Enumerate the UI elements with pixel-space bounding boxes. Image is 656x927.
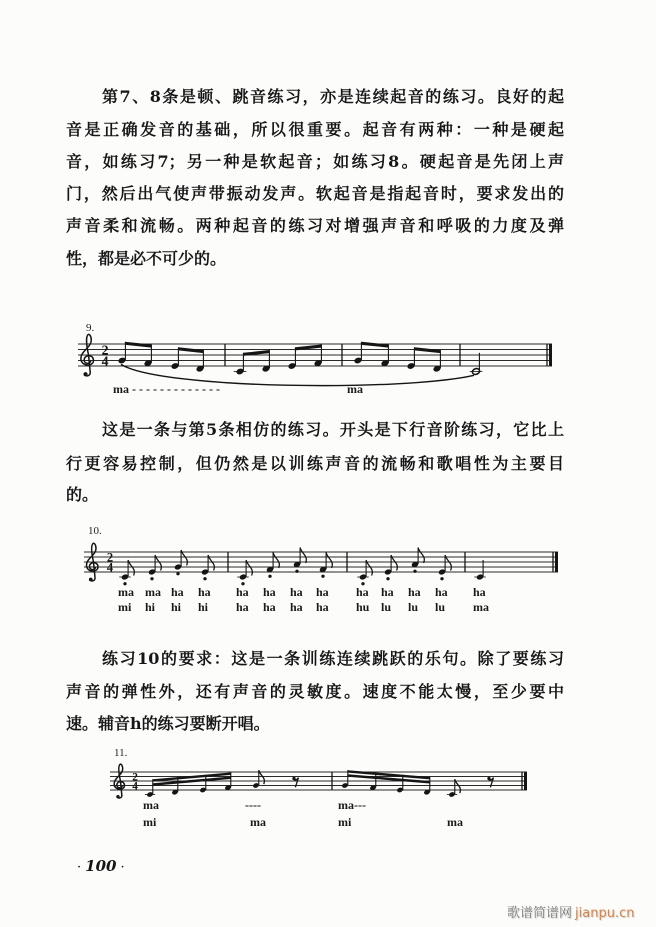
paragraph-line: 第7、8条是顿、跳音练习，亦是连续起音的练习。良好的起 [102, 87, 564, 106]
lyric-syllable: lu [408, 600, 419, 614]
time-signature-top: 2 [106, 550, 114, 565]
treble-clef-icon [81, 334, 94, 376]
lyric-syllable: ha [290, 600, 303, 614]
lyric-syllable: ---- [245, 798, 261, 812]
note [145, 779, 155, 797]
lyric-syllable: ha [263, 585, 276, 599]
lyric-syllable: ma [143, 798, 159, 812]
lyric-syllable: ha [316, 600, 329, 614]
staccato-dot [321, 575, 324, 578]
paragraph-line: 这是一条与第5条相仿的练习。开头是下行音阶练习，它比上 [102, 420, 564, 439]
note [319, 553, 332, 578]
note [354, 342, 363, 365]
beam [348, 770, 430, 779]
exercise-number: 10. [88, 525, 102, 537]
paragraph-line: 音，如练习7；另一种是软起音；如练习8。硬起音是先闭上声 [66, 152, 564, 171]
note-flag [155, 555, 161, 571]
paragraph-line: 音是正确发音的基础，所以很重要。起音有两种：一种是硬起 [66, 120, 564, 139]
note [423, 777, 430, 795]
lyric-syllable: ma [145, 585, 161, 599]
note [314, 345, 323, 368]
note [447, 779, 461, 797]
lyric-syllable: ha [356, 585, 369, 599]
slur [121, 364, 474, 385]
paragraph-line: 性，都是必不可少的。 [66, 249, 227, 268]
paragraph-line: 声音柔和流畅。两种起音的练习对增强声音和呼吸的力度及弹 [66, 216, 564, 235]
beam [295, 345, 321, 351]
beam [125, 342, 151, 348]
note-flag [273, 553, 279, 569]
note [144, 345, 153, 368]
note [171, 347, 180, 370]
lyric-syllable: ma [347, 382, 363, 396]
staccato-dot [413, 570, 416, 573]
note [174, 550, 187, 575]
treble-clef-icon [114, 764, 124, 798]
time-signature-top: 2 [132, 771, 138, 784]
lyric-syllable: ma [250, 815, 266, 829]
time-signature-bottom: 4 [106, 560, 114, 575]
lyric-syllable: ha [198, 585, 211, 599]
exercise-score [110, 747, 527, 829]
time-signature-bottom: 4 [101, 353, 109, 369]
lyric-syllable: ha [263, 600, 276, 614]
final-barline-thick [524, 772, 527, 790]
note [474, 560, 486, 581]
note [357, 560, 372, 585]
beam [348, 774, 430, 783]
note [433, 350, 442, 373]
beam [153, 777, 231, 786]
page-number-value: 100 [85, 857, 117, 875]
note-flag [366, 560, 372, 576]
time-signature-top: 2 [101, 342, 109, 358]
page-number-ornament: · [120, 860, 125, 875]
note [384, 555, 397, 580]
note [234, 353, 247, 376]
note [411, 548, 424, 573]
note-flag [391, 555, 397, 571]
lyric-syllable: ha [171, 585, 184, 599]
lyric-syllable: mi [338, 815, 352, 829]
final-barline-thick [555, 552, 558, 572]
lyric-syllable: ha [236, 585, 249, 599]
staccato-dot [176, 572, 179, 575]
note [381, 345, 390, 368]
time-signature-bottom: 4 [132, 780, 138, 793]
exercise-number: 9. [86, 322, 95, 334]
staccato-dot [361, 582, 364, 585]
note [262, 350, 271, 373]
lyric-syllable: lu [435, 600, 446, 614]
lyric-syllable: hu [356, 600, 370, 614]
note [199, 775, 206, 794]
note [288, 347, 297, 370]
staccato-dot [386, 577, 389, 580]
paragraph-line: 速。辅音h的练习要断开唱。 [66, 714, 270, 733]
staccato-dot [268, 575, 271, 578]
eighth-rest-icon [292, 777, 298, 787]
lyric-syllable: ha [290, 585, 303, 599]
page-number-ornament: · [77, 860, 82, 875]
note-flag [418, 548, 424, 564]
watermark-site-name: 歌谱简谱网 [507, 906, 573, 921]
beam [361, 342, 388, 348]
beam [414, 347, 440, 353]
watermark [507, 902, 634, 921]
note-flag [300, 548, 306, 564]
lyric-syllable: ha [381, 585, 394, 599]
lyric-syllable: mi [118, 600, 132, 614]
note [201, 555, 214, 580]
note-flag [445, 555, 451, 571]
note [266, 553, 279, 578]
note-flag [181, 550, 187, 566]
note [171, 777, 178, 795]
paragraph-line: 的。 [66, 485, 99, 504]
note [369, 773, 376, 791]
treble-clef-icon [87, 543, 99, 581]
staccato-dot [203, 577, 206, 580]
note [237, 560, 252, 585]
note [119, 560, 134, 585]
staccato-dot [123, 582, 126, 585]
lyric-syllable: ma [473, 600, 489, 614]
exercise-number: 11. [114, 747, 128, 759]
eighth-rest-icon [487, 777, 493, 787]
staccato-dot [241, 582, 244, 585]
note-flag [326, 553, 332, 569]
paragraph-line: 练习10的要求：这是一条训练连续跳跃的乐句。除了要练习 [102, 649, 564, 668]
note [293, 548, 306, 573]
note-flag [128, 560, 134, 576]
lyric-syllable: hi [198, 600, 209, 614]
note [252, 770, 264, 788]
note [438, 555, 451, 580]
note-flag [246, 560, 252, 576]
exercise-score [84, 525, 558, 614]
staccato-dot [440, 577, 443, 580]
paragraph-line: 门，然后出气使声带振动发声。软起音是指起音时，要求发出的 [66, 184, 564, 203]
note [224, 772, 231, 790]
lyric-syllable: ha [435, 585, 448, 599]
lyric-syllable: hi [145, 600, 156, 614]
lyric-syllable: ma - - - - - - - - - - - - - [113, 382, 220, 396]
lyric-syllable: ha [236, 600, 249, 614]
note-flag [208, 555, 214, 571]
note-flag [259, 770, 265, 784]
paragraph-line: 行更容易控制，但仍然是以训练声音的流畅和歌唱性为主要目 [66, 454, 564, 473]
paragraph-line: 声音的弹性外，还有声音的灵敏度。速度不能太慢，至少要中 [66, 682, 564, 701]
lyric-syllable: ha [408, 585, 421, 599]
note [407, 347, 416, 370]
final-barline-thick [549, 344, 552, 366]
note [341, 770, 348, 788]
note [396, 775, 403, 793]
watermark-domain: jianpu.cn [575, 906, 635, 921]
note [196, 350, 205, 373]
lyric-syllable: hi [171, 600, 182, 614]
note-flag [455, 779, 461, 793]
note [118, 342, 127, 365]
lyric-syllable: ma [447, 815, 463, 829]
beam [153, 772, 231, 781]
beam [243, 350, 269, 356]
exercise-score [78, 322, 552, 396]
lyric-syllable: ha [473, 585, 486, 599]
lyric-syllable: lu [381, 600, 392, 614]
staccato-dot [295, 570, 298, 573]
note [148, 555, 161, 580]
staccato-dot [150, 577, 153, 580]
lyric-syllable: ha [316, 585, 329, 599]
lyric-syllable: mi [143, 815, 157, 829]
beam [178, 347, 203, 353]
note [470, 353, 483, 376]
lyric-syllable: ma--- [338, 798, 366, 812]
lyric-syllable: ma [118, 585, 134, 599]
page-number [73, 857, 129, 875]
